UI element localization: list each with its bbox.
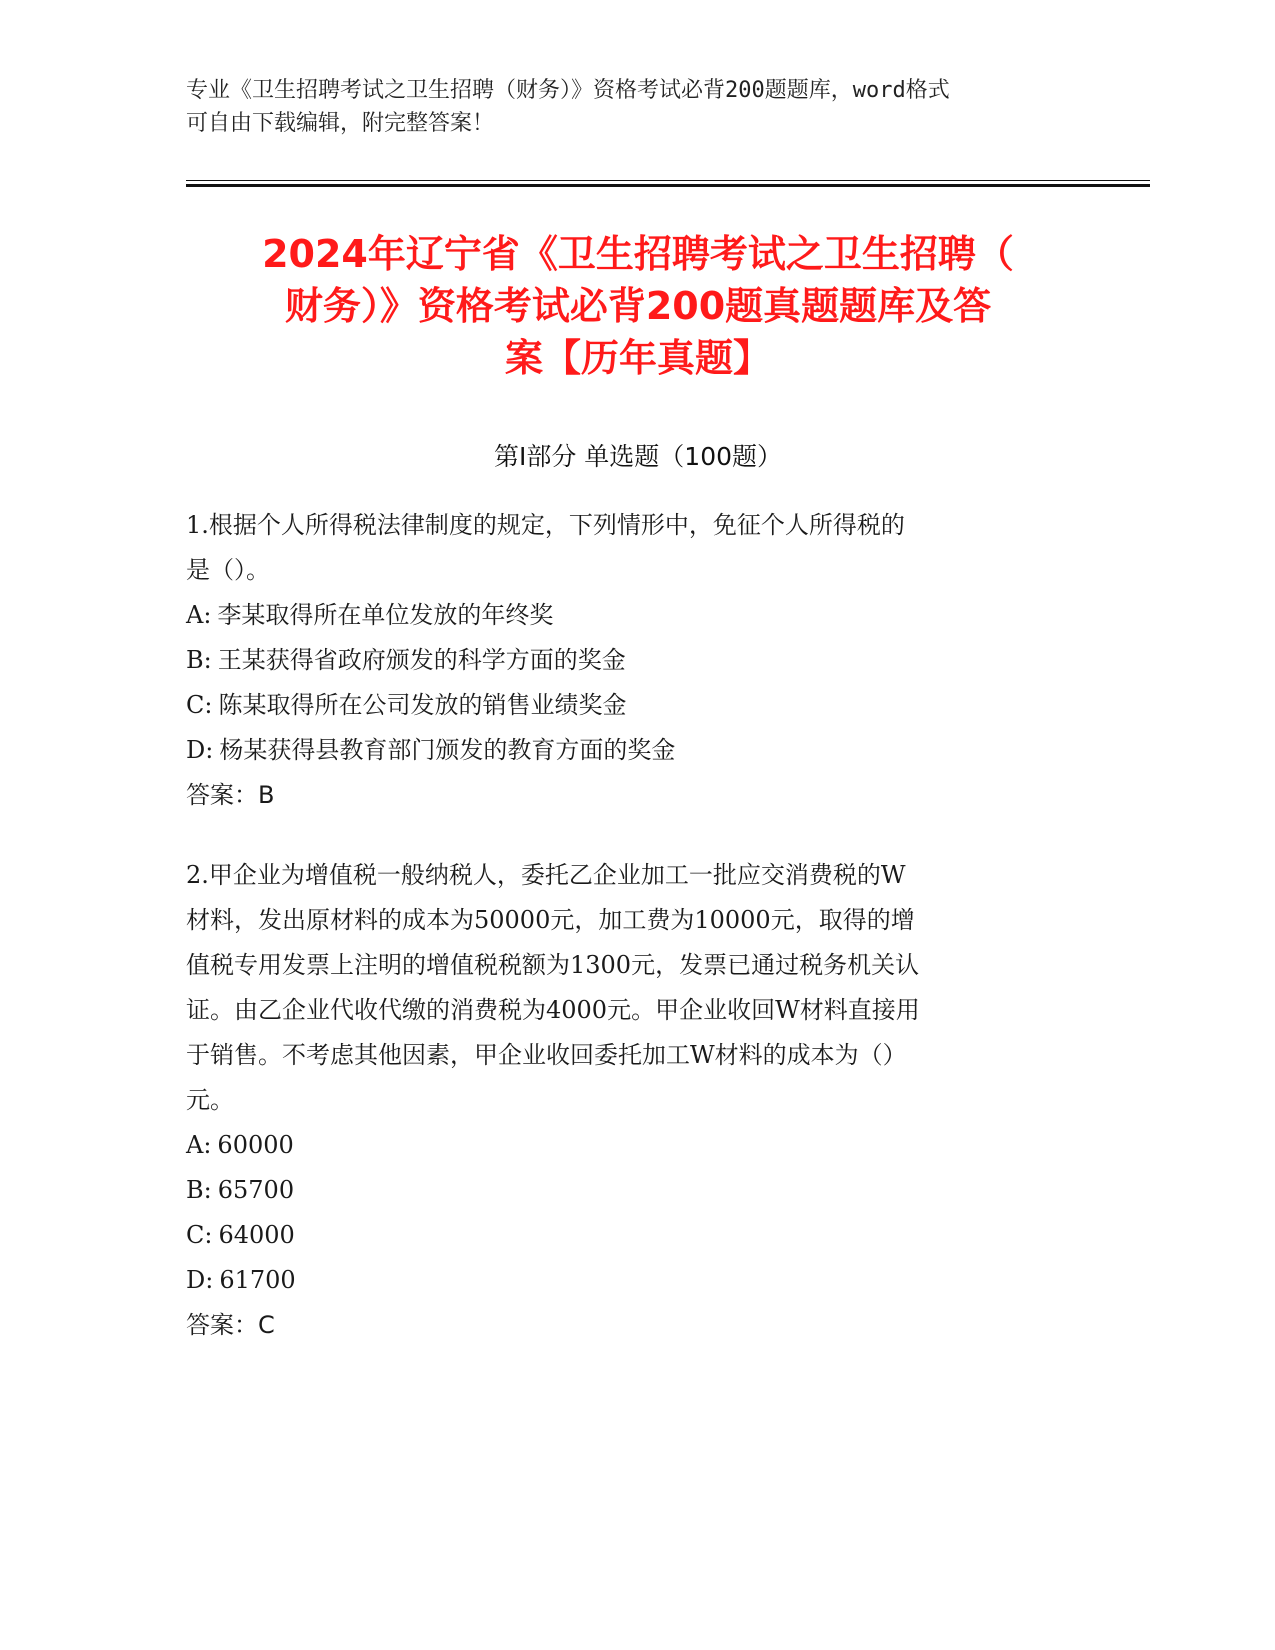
question-stem-line: 是（）。 (186, 556, 270, 584)
option-text: 陈某取得所在公司发放的销售业绩奖金 (218, 691, 627, 719)
option-letter: B: (186, 1176, 212, 1204)
option-letter: D: (186, 736, 214, 764)
option-d (186, 1258, 1086, 1303)
option-letter: A: (186, 1131, 212, 1159)
section-heading: 第Ⅰ部分 单选题（100题） (493, 442, 783, 471)
option-a (186, 1123, 1086, 1168)
question-stem-line: 元。 (186, 1086, 234, 1114)
question-stem-line: 证。由乙企业代收代缴的消费税为4000元。甲企业收回W材料直接用 (186, 996, 920, 1024)
header-divider-thin (186, 180, 1150, 181)
question-1 (186, 503, 1086, 818)
header-note-line: 可自由下载编辑，附完整答案！ (186, 111, 495, 136)
title-line: 2024年辽宁省《卫生招聘考试之卫生招聘（ (262, 232, 1014, 276)
question-stem-line: 材料，发出原材料的成本为50000元，加工费为10000元，取得的增 (186, 906, 915, 934)
question-2 (186, 853, 1086, 1348)
option-letter: B: (186, 646, 212, 674)
header-note-line: 专业《卫生招聘考试之卫生招聘（财务）》资格考试必背200题题库，word格式 (186, 78, 950, 103)
question-stem-line: 于销售。不考虑其他因素，甲企业收回委托加工W材料的成本为（） (186, 1041, 907, 1069)
title-line: 案【历年真题】 (504, 336, 771, 380)
option-text: 李某取得所在单位发放的年终奖 (217, 601, 554, 629)
option-b (186, 638, 1086, 683)
option-letter: C: (186, 1221, 213, 1249)
option-a (186, 593, 1086, 638)
option-letter: A: (186, 601, 212, 629)
option-d (186, 728, 1086, 773)
answer-line: 答案：C (186, 1311, 275, 1339)
title-line: 财务）》资格考试必背200题真题题库及答 (284, 284, 992, 328)
option-letter: C: (186, 691, 213, 719)
question-stem-line: 1.根据个人所得税法律制度的规定，下列情形中，免征个人所得税的 (186, 511, 905, 539)
question-stem-line: 2.甲企业为增值税一般纳税人，委托乙企业加工一批应交消费税的W (186, 861, 906, 889)
option-text: 王某获得省政府颁发的科学方面的奖金 (217, 646, 626, 674)
header-divider-thick (186, 184, 1150, 187)
document-header-note (186, 74, 1066, 140)
question-stem-line: 值税专用发票上注明的增值税税额为1300元，发票已通过税务机关认 (186, 951, 920, 979)
option-text: 65700 (217, 1176, 295, 1204)
option-text: 杨某获得县教育部门颁发的教育方面的奖金 (219, 736, 676, 764)
option-text: 64000 (218, 1221, 295, 1249)
option-letter: D: (186, 1266, 214, 1294)
option-c (186, 683, 1086, 728)
option-b (186, 1168, 1086, 1213)
option-text: 60000 (217, 1131, 294, 1159)
option-c (186, 1213, 1086, 1258)
answer-line: 答案：B (186, 781, 275, 809)
option-text: 61700 (219, 1266, 296, 1294)
document-title (186, 228, 1090, 384)
